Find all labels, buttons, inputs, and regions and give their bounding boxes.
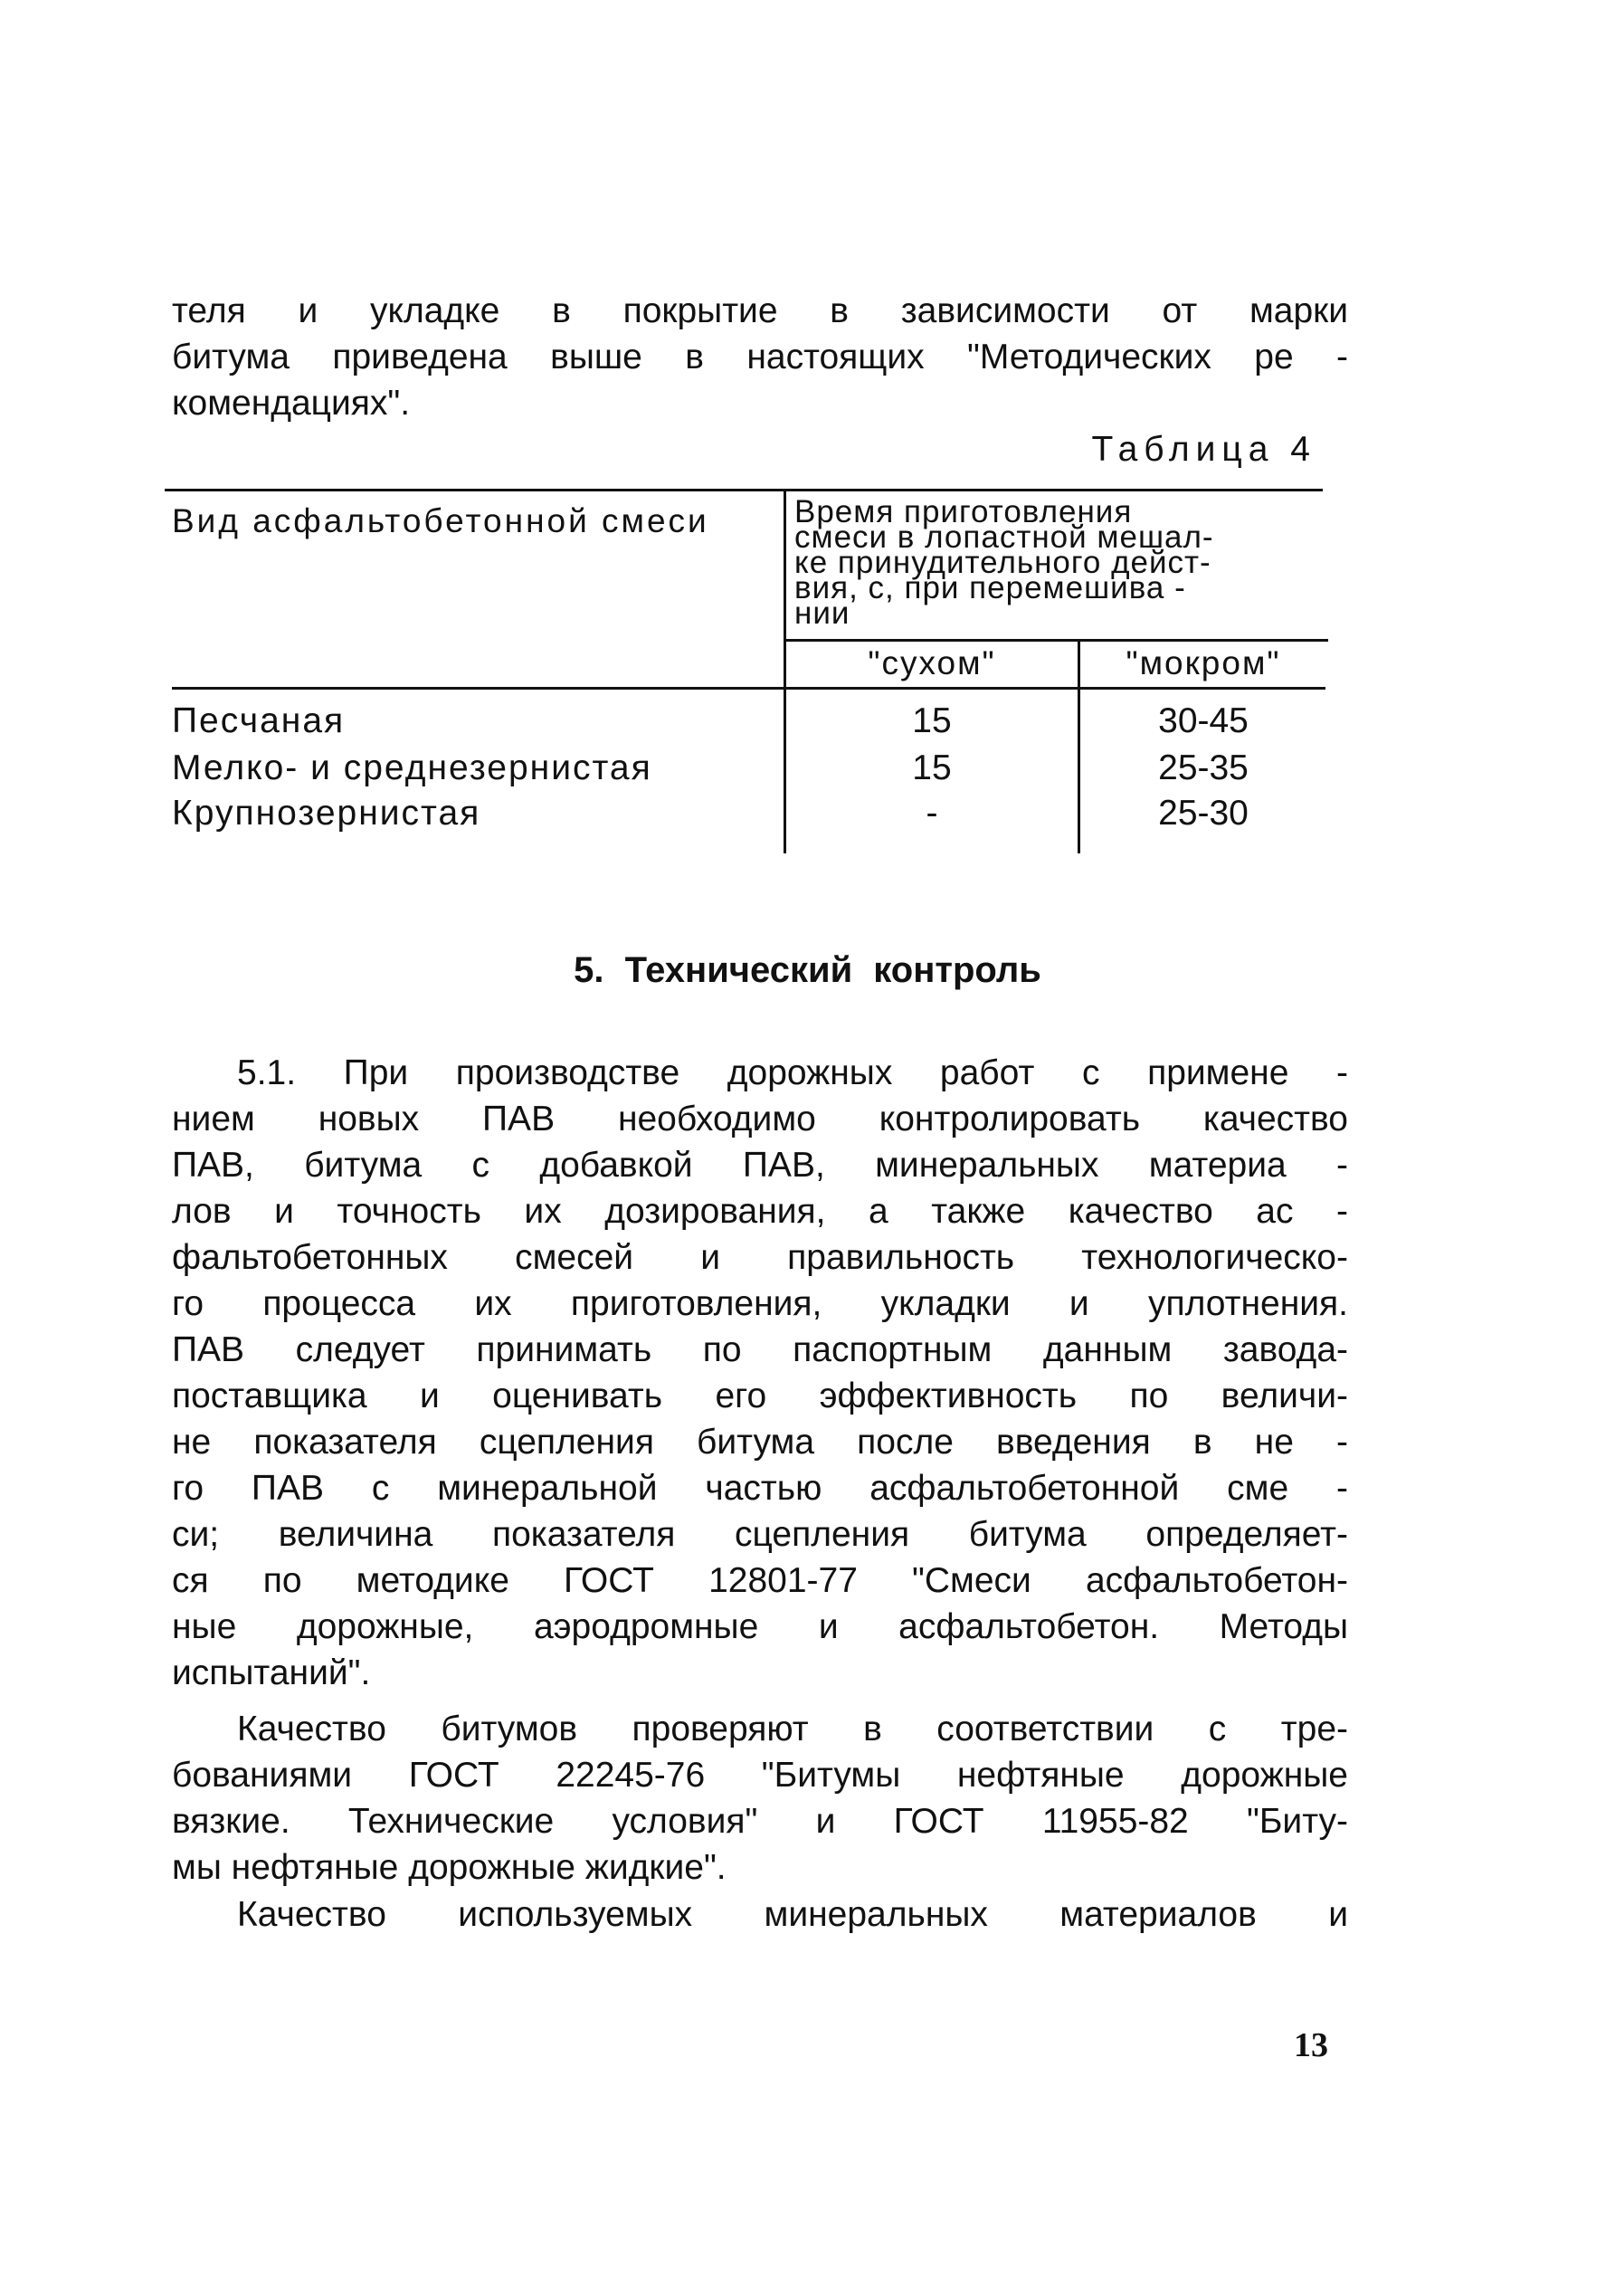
- table-subheader-rule: [785, 639, 1328, 642]
- paragraph-line: го ПАВ с минеральной частью асфальтобетонной сме -: [172, 1469, 1348, 1508]
- paragraph-line: ПАВ, битума с добавкой ПАВ, минеральных материа -: [172, 1146, 1348, 1185]
- table-row-dry: 15: [912, 748, 952, 787]
- section-paragraph-3: [172, 1891, 1348, 1938]
- paragraph-line: вязкие. Технические условия" и ГОСТ 11955-82 "Биту-: [172, 1802, 1348, 1841]
- table-row-wet: 30-45: [1158, 701, 1249, 740]
- paragraph-line: не показателя сцепления битума после введения в не -: [172, 1423, 1348, 1462]
- table-row-type: Мелко- и среднезернистая: [172, 748, 652, 787]
- section-paragraph-2: [172, 1706, 1348, 1891]
- table-header-time-line: смеси в лопастной мешал-: [794, 519, 1214, 555]
- paragraph-line: нием новых ПАВ необходимо контролировать качество: [172, 1100, 1348, 1138]
- table-subheader-wet: "мокром": [1126, 644, 1281, 681]
- table-caption: Таблица 4: [1091, 430, 1316, 469]
- paragraph-line: бованиями ГОСТ 22245-76 "Битумы нефтяные дорожные: [172, 1756, 1348, 1795]
- section-title: 5. Технический контроль: [574, 950, 1041, 990]
- paragraph-line: ные дорожные, аэродромные и асфальтобетон. Методы: [172, 1607, 1348, 1646]
- paragraph-line: лов и точность их дозирования, а также качество ас -: [172, 1192, 1348, 1231]
- paragraph-line: го процесса их приготовления, укладки и уплотнения.: [172, 1284, 1348, 1323]
- table-header-time-line: нии: [794, 595, 850, 631]
- table-header-time-line: Время приготовления: [794, 494, 1133, 529]
- table-header-type: Вид асфальтобетонной смеси: [172, 502, 709, 539]
- intro-paragraph: [172, 288, 1348, 426]
- table-row-wet: 25-30: [1158, 794, 1249, 833]
- intro-line: комендациях".: [172, 384, 411, 423]
- table-top-rule: [165, 489, 1323, 491]
- intro-line: теля и укладке в покрытие в зависимости от марки: [172, 291, 1348, 330]
- table-header-time: [794, 494, 1337, 631]
- paragraph-line: ПАВ следует принимать по паспортным данным завода-: [172, 1330, 1348, 1369]
- table-row-wet: 25-35: [1158, 748, 1249, 787]
- paragraph-line: си; величина показателя сцепления битума определяет-: [172, 1515, 1348, 1554]
- table-subheader-dry: "сухом": [868, 644, 996, 681]
- table-row-dry: -: [926, 794, 938, 833]
- paragraph-line: ся по методике ГОСТ 12801-77 "Смеси асфальтобетон-: [172, 1561, 1348, 1600]
- paragraph-line: Качество используемых минеральных материалов и: [237, 1895, 1348, 1934]
- table-row-type: Крупнозернистая: [172, 794, 481, 833]
- paragraph-line: мы нефтяные дорожные жидкие".: [172, 1848, 727, 1887]
- section-paragraph-1: [172, 1050, 1348, 1696]
- table-header-time-line: ке принудительного дейст-: [794, 545, 1211, 580]
- table-header-rule: [172, 687, 1325, 690]
- intro-line: битума приведена выше в настоящих "Методических ре -: [172, 338, 1348, 376]
- paragraph-line: Качество битумов проверяют в соответствии с тре-: [237, 1710, 1348, 1748]
- paragraph-line: 5.1. При производстве дорожных работ с примене -: [237, 1053, 1348, 1092]
- table-row-type: Песчаная: [172, 701, 346, 740]
- table-header-time-line: вия, с, при перемешива -: [794, 570, 1186, 605]
- paragraph-line: испытаний".: [172, 1653, 371, 1692]
- paragraph-line: фальтобетонных смесей и правильность технологическо-: [172, 1238, 1348, 1277]
- page-number: 13: [1294, 2026, 1328, 2064]
- paragraph-line: поставщика и оценивать его эффективность по величи-: [172, 1377, 1348, 1415]
- table-row-dry: 15: [912, 701, 952, 740]
